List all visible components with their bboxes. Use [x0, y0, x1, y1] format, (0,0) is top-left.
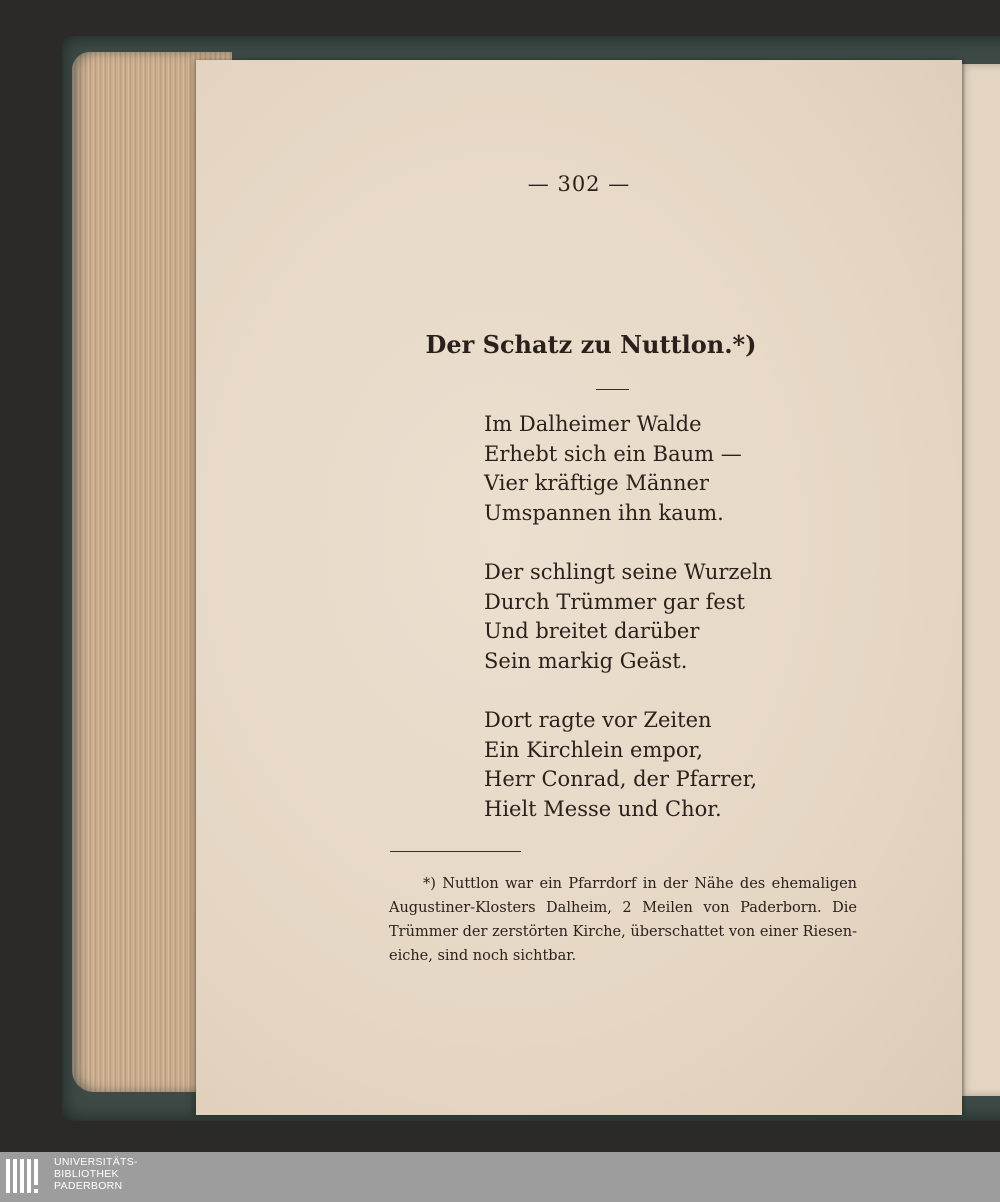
- footnote: *) Nuttlon war ein Pfarrdorf in der Nähe des ehemaligen Augustiner-Klosters Dalheim, 2 Meilen von Paderborn. Die Trümmer der zerstörten Kirche, überschattet von einer Riesen-eiche, sind noch sichtbar.: [389, 876, 857, 964]
- stanza: [484, 706, 772, 824]
- book-page: [196, 60, 962, 1115]
- poem-line: Dort ragte vor Zeiten: [484, 708, 712, 732]
- library-name-line: BIBLIOTHEK: [54, 1168, 119, 1180]
- poem-line: Herr Conrad, der Pfarrer,: [484, 767, 757, 791]
- stanza: [484, 410, 772, 528]
- library-name-line: PADERBORN: [54, 1180, 123, 1192]
- library-name-line: UNIVERSITÄTS-: [54, 1156, 138, 1168]
- poem-line: Umspannen ihn kaum.: [484, 500, 724, 525]
- poem-line: Der schlingt seine Wurzeln: [484, 560, 773, 584]
- library-bars-logo-icon: [4, 1155, 46, 1199]
- poem-line: Durch Trümmer gar fest: [484, 589, 745, 614]
- title-divider: [596, 389, 629, 390]
- facing-page-edge: [958, 64, 1000, 1096]
- poem-title: Der Schatz zu Nuttlon.*): [425, 330, 757, 359]
- footnote-divider: [390, 851, 521, 852]
- poem-line: Ein Kirchlein empor,: [484, 737, 703, 762]
- poem-body: [484, 410, 772, 854]
- library-name: [54, 1156, 138, 1192]
- poem-line: Und breitet darüber: [484, 619, 700, 643]
- poem-line: Hielt Messe und Chor.: [484, 796, 722, 821]
- poem-line: Vier kräftige Männer: [484, 471, 709, 495]
- poem-line: Erhebt sich ein Baum —: [484, 441, 742, 466]
- library-footer-bar: [0, 1152, 1000, 1202]
- stanza: [484, 558, 772, 676]
- page-number: — 302 —: [527, 172, 631, 196]
- poem-line: Im Dalheimer Walde: [484, 412, 702, 436]
- poem-line: Sein markig Geäst.: [484, 648, 688, 673]
